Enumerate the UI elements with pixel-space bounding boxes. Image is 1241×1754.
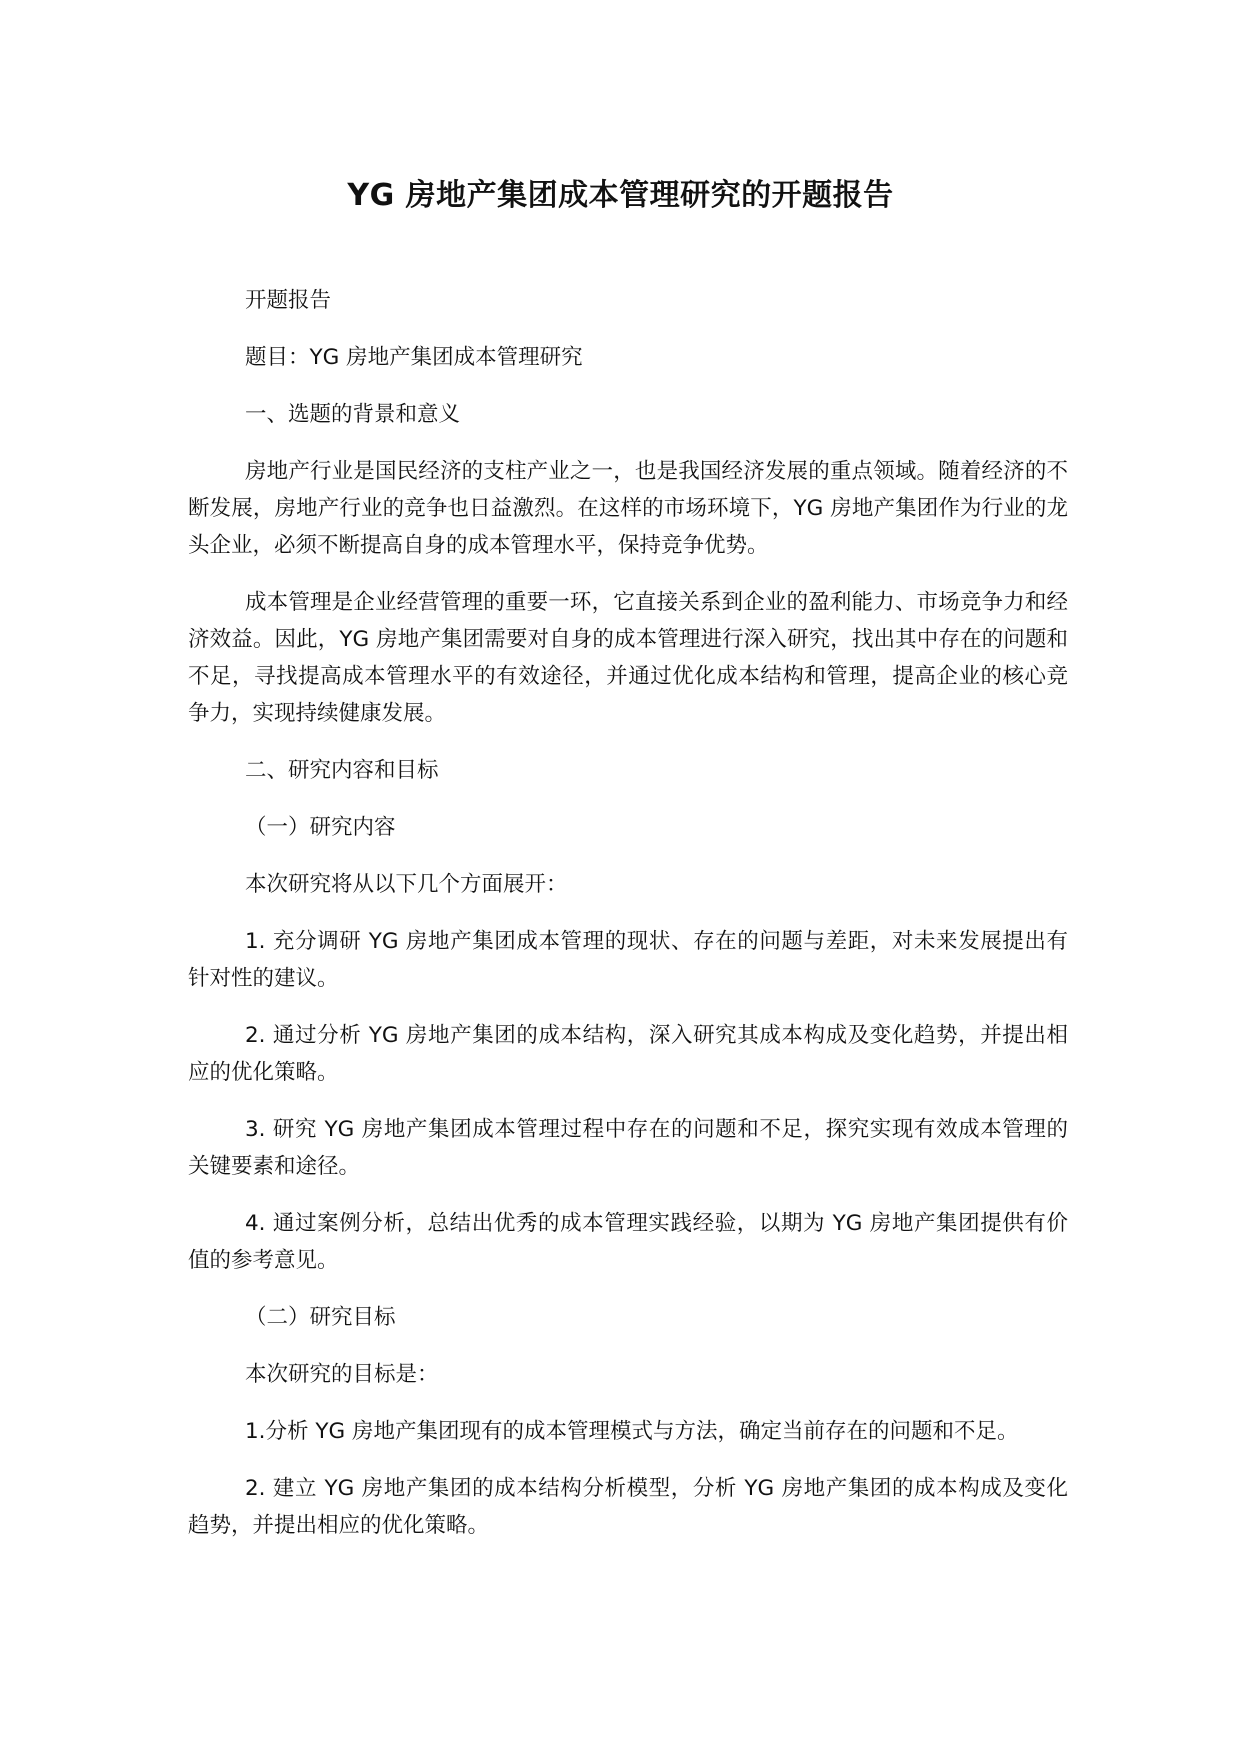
document-body xyxy=(188,282,1068,1564)
content-item-4: 4. 通过案例分析，总结出优秀的成本管理实践经验，以期为 YG 房地产集团提供有价值的参考意见。 xyxy=(188,1211,1068,1273)
goal-item-2: 2. 建立 YG 房地产集团的成本结构分析模型，分析 YG 房地产集团的成本构成及变化趋势，并提出相应的优化策略。 xyxy=(188,1476,1068,1538)
section-heading-content-goals: 二、研究内容和目标 xyxy=(245,758,439,783)
content-item-2: 2. 通过分析 YG 房地产集团的成本结构，深入研究其成本构成及变化趋势，并提出相应的优化策略。 xyxy=(188,1023,1068,1085)
content-item-1: 1. 充分调研 YG 房地产集团成本管理的现状、存在的问题与差距，对未来发展提出有针对性的建议。 xyxy=(188,929,1068,991)
section-heading-background: 一、选题的背景和意义 xyxy=(245,402,461,427)
paragraph-background-1: 房地产行业是国民经济的支柱产业之一，也是我国经济发展的重点领域。随着经济的不断发展，房地产行业的竞争也日益激烈。在这样的市场环境下，YG 房地产集团作为行业的龙头企业，必须不断提高自身的成本管理水平，保持竞争优势。 xyxy=(188,459,1068,558)
goal-item-1: 1.分析 YG 房地产集团现有的成本管理模式与方法，确定当前存在的问题和不足。 xyxy=(245,1419,1019,1444)
topic-line: 题目：YG 房地产集团成本管理研究 xyxy=(245,345,583,370)
section-label-report: 开题报告 xyxy=(245,288,332,313)
document-title: YG 房地产集团成本管理研究的开题报告 xyxy=(347,178,894,213)
paragraph-background-2: 成本管理是企业经营管理的重要一环，它直接关系到企业的盈利能力、市场竞争力和经济效益。因此，YG 房地产集团需要对自身的成本管理进行深入研究，找出其中存在的问题和不足，寻找提高成本管理水平的有效途径，并通过优化成本结构和管理，提高企业的核心竞争力，实现持续健康发展。 xyxy=(188,590,1068,726)
content-item-3: 3. 研究 YG 房地产集团成本管理过程中存在的问题和不足，探究实现有效成本管理的关键要素和途径。 xyxy=(188,1117,1068,1179)
content-intro: 本次研究将从以下几个方面展开： xyxy=(245,872,568,897)
goals-intro: 本次研究的目标是： xyxy=(245,1362,439,1387)
subsection-heading-content: （一）研究内容 xyxy=(245,815,396,840)
subsection-heading-goals: （二）研究目标 xyxy=(245,1305,396,1330)
